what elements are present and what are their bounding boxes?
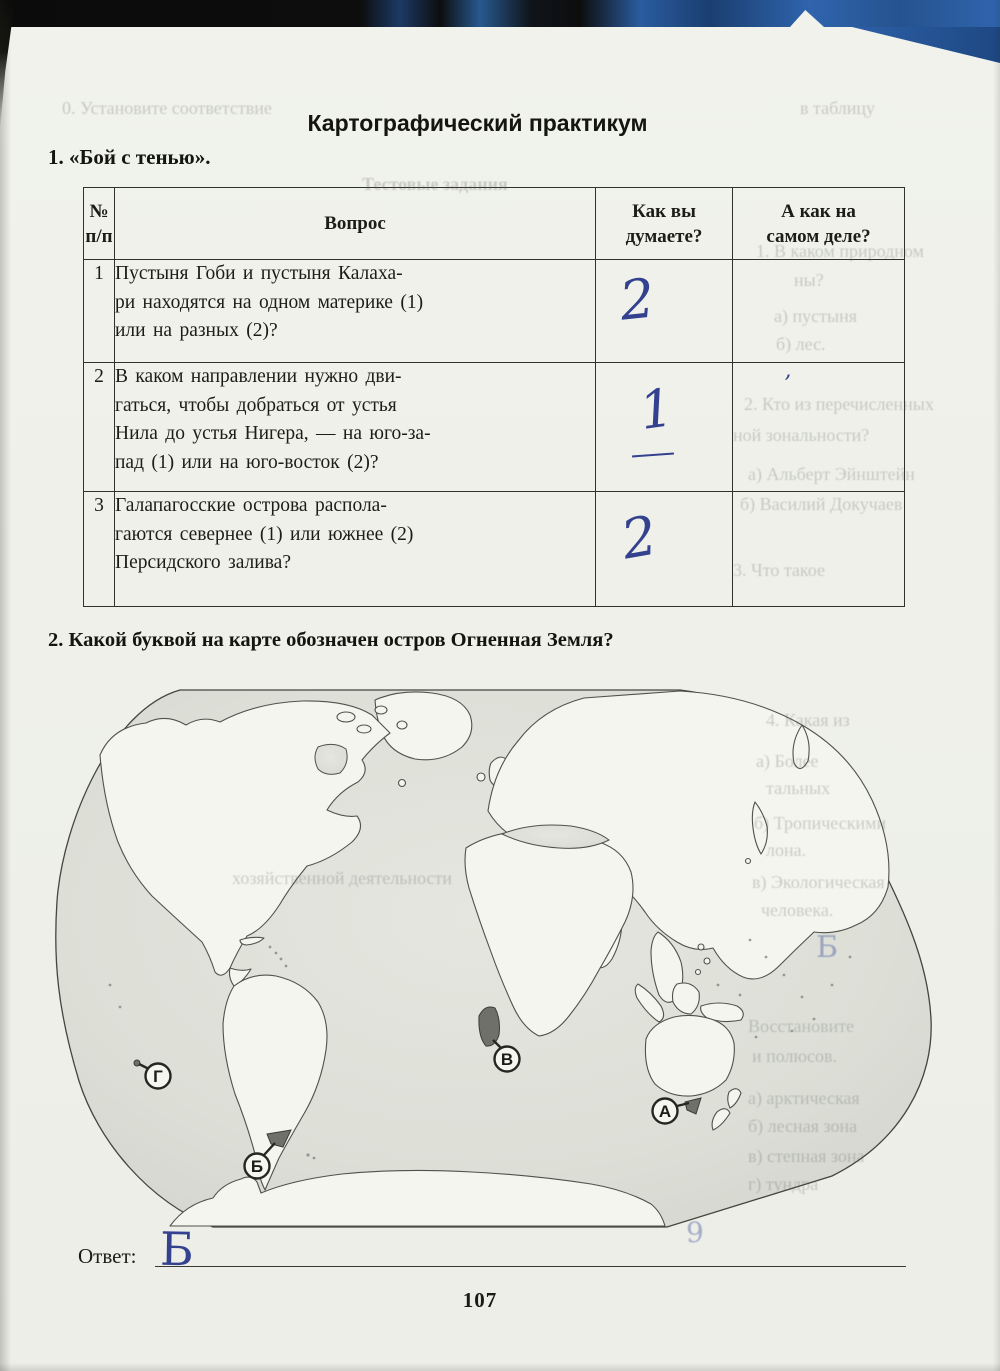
row-number: 3 [84, 492, 115, 607]
bleed-through-text: в) степная зона [748, 1146, 865, 1166]
bleed-through-text: б) Василий Докучаев [740, 494, 903, 514]
marker-letter-b: Б [250, 1157, 264, 1176]
island-madagascar [479, 1007, 500, 1046]
table-row [84, 260, 905, 363]
bleed-through-text: тальных [766, 778, 831, 798]
page-number: 107 [462, 1288, 498, 1312]
bleed-through-text: 4. Какая из [766, 710, 850, 730]
table-row [84, 492, 905, 607]
page-edge-shadow [0, 1363, 1000, 1371]
bleed-through-text: ной зональности? [733, 425, 870, 445]
blue-cover-corner [852, 27, 1000, 63]
section1-heading: 1. «Бой с тенью». [48, 145, 211, 169]
book-cover-edge [0, 0, 1000, 27]
bleed-through-text: г) тундра [748, 1174, 819, 1194]
answer-label: Ответ: [78, 1244, 137, 1268]
page-edge-shadow [993, 0, 1000, 1371]
handwritten-answer-3: 2 [616, 503, 662, 572]
bleed-through-text: 9 [686, 1216, 704, 1249]
bleed-through-text: 1. В каком природном [756, 241, 924, 261]
row-number: 2 [84, 363, 115, 492]
bleed-through-text: Б [816, 930, 839, 965]
table-row [84, 363, 905, 492]
actual-cell [733, 260, 905, 363]
col-header-guess: Как вы думаете? [596, 188, 733, 260]
bleed-through-text: 0. Установите соответствие [62, 98, 272, 118]
bleed-through-text: Восстановите [748, 1016, 855, 1036]
col-header-question: Вопрос [115, 188, 596, 260]
bleed-through-text: ны? [794, 270, 824, 290]
bleed-through-text: Тестовые задания [362, 174, 508, 194]
world-map [50, 685, 950, 1245]
bleed-through-text: а) арктическая [748, 1088, 860, 1108]
bleed-through-text: б) лесная зона [748, 1116, 858, 1136]
bleed-through-text: 3. Что такое [733, 560, 825, 580]
marker-letter-v: В [500, 1050, 514, 1069]
actual-cell [733, 492, 905, 607]
bleed-through-text: б) Тропическими [754, 813, 887, 833]
answer-blank-line [155, 1266, 906, 1267]
handwritten-answer-2: 1 [635, 377, 678, 443]
bleed-through-text: 2. Кто из перечисленных [744, 394, 934, 414]
page-edge-shadow [0, 0, 11, 1371]
question-text: Галапагосские острова распола- гаются севернее (1) или южнее (2) Персидского залива? [115, 492, 596, 607]
bleed-through-text: а) Более [756, 751, 819, 771]
section2-heading: 2. Какой буквой на карте обозначен остров Огненная Земля? [48, 629, 614, 651]
col-header-actual: А как на самом деле? [733, 188, 905, 260]
page-title: Картографический практикум [307, 110, 648, 136]
bleed-through-text: человека. [761, 900, 834, 920]
bleed-through-text: в) Экологическая [752, 872, 885, 892]
bleed-through-text: а) пустыня [774, 306, 857, 326]
hudson-bay [315, 744, 347, 774]
bleed-through-text: б) лес. [776, 334, 826, 354]
actual-cell [733, 363, 905, 492]
bleed-through-text: хозяйственной деятельности [232, 868, 453, 888]
col-header-num: № п/п [84, 188, 115, 260]
row-number: 1 [84, 260, 115, 363]
bleed-through-text: лона. [766, 840, 807, 860]
bleed-through-text: в таблицу [800, 98, 876, 118]
bleed-through-text: а) Альберт Эйнштейн [748, 464, 915, 484]
question-text: Пустыня Гоби и пустыня Калаха- ри находятся на одном материке (1) или на разных (2)? [115, 260, 596, 363]
bleed-through-text: и полюсов. [752, 1046, 837, 1066]
marker-letter-a: А [658, 1102, 672, 1121]
marker-letter-g: Г [153, 1067, 163, 1086]
guess-cell [596, 363, 733, 492]
quiz-table [83, 187, 905, 607]
handwritten-final-answer: Б [159, 1221, 195, 1277]
guess-cell [596, 492, 733, 607]
guess-cell [596, 260, 733, 363]
question-text: В каком направлении нужно дви- гаться, чтобы добраться от устья Нила до устья Нигера, — на юго-за- пад (1) или на юго-восток (2)? [115, 363, 596, 492]
handwritten-answer-1: 2 [616, 266, 658, 333]
pen-tick: ’ [784, 372, 791, 397]
